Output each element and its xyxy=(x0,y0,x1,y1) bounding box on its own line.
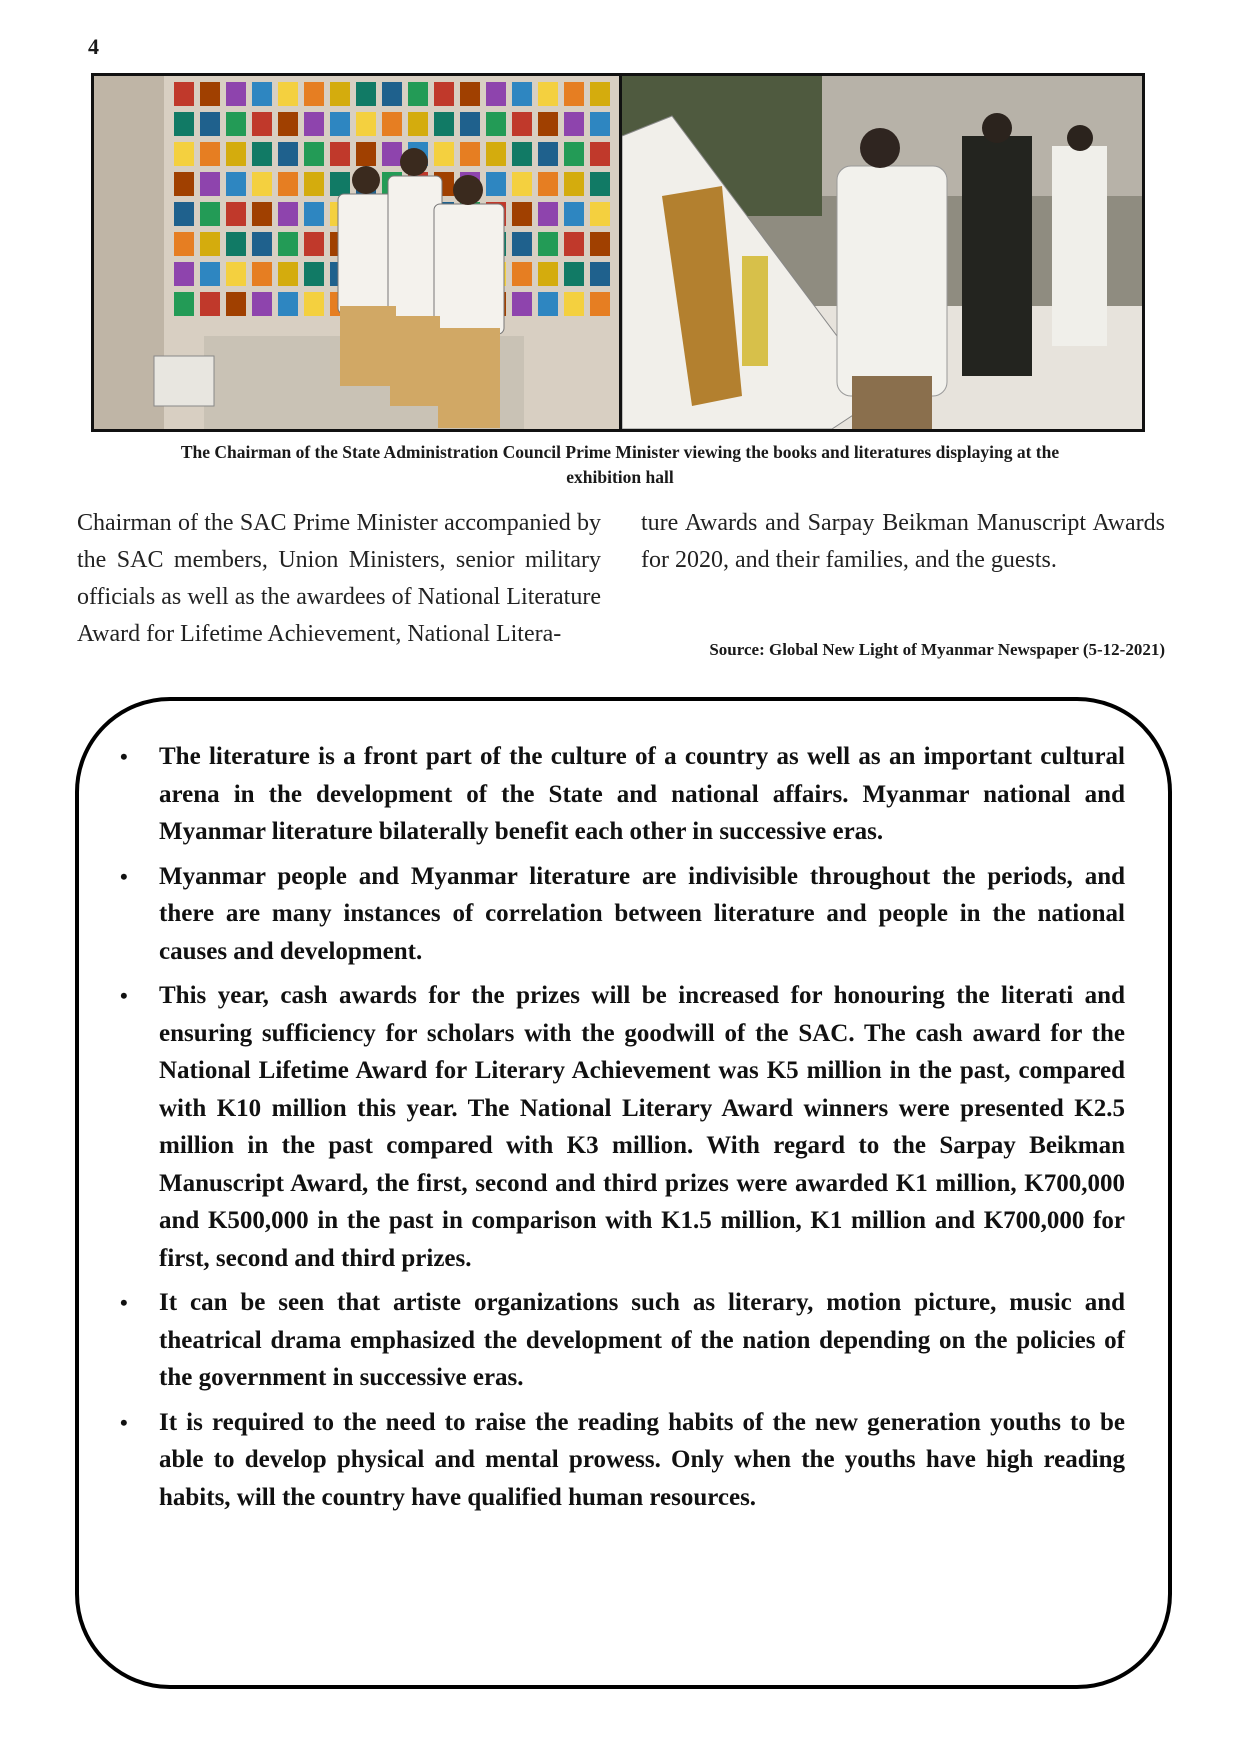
book-cover xyxy=(538,262,558,286)
book-cover xyxy=(226,292,246,316)
book-cover xyxy=(512,202,532,226)
book-cover xyxy=(512,142,532,166)
book-cover xyxy=(330,142,350,166)
book-cover xyxy=(278,142,298,166)
book-cover xyxy=(226,112,246,136)
book-cover xyxy=(278,202,298,226)
book-cover xyxy=(174,292,194,316)
book-cover xyxy=(304,202,324,226)
book-cover xyxy=(408,82,428,106)
book-cover xyxy=(252,142,272,166)
book-cover xyxy=(512,262,532,286)
book-cover xyxy=(590,202,610,226)
book-cover xyxy=(382,112,402,136)
book-cover xyxy=(226,202,246,226)
book-cover xyxy=(538,82,558,106)
article-right-column: ture Awards and Sarpay Beikman Manuscript Awards for 2020, and their families, and the guests. xyxy=(641,510,1165,573)
book-cover xyxy=(252,82,272,106)
book-cover xyxy=(304,292,324,316)
book-cover xyxy=(512,82,532,106)
book-cover xyxy=(382,82,402,106)
book-cover xyxy=(564,262,584,286)
book-cover xyxy=(564,112,584,136)
book-cover xyxy=(590,232,610,256)
list-item xyxy=(120,1284,1125,1397)
book-shelf-illustration xyxy=(94,76,619,429)
book-cover xyxy=(538,202,558,226)
book-cover xyxy=(304,262,324,286)
book-cover xyxy=(252,112,272,136)
book-cover xyxy=(434,82,454,106)
photo-frame xyxy=(91,73,1145,432)
book-cover xyxy=(460,142,480,166)
book-cover xyxy=(356,142,376,166)
book-cover xyxy=(486,112,506,136)
caption-line-1: The Chairman of the State Administration Council Prime Minister viewing the books and literatures displaying at the xyxy=(180,442,1060,462)
page-number: 4 xyxy=(88,34,99,59)
book-cover xyxy=(174,142,194,166)
bullet-icon: • xyxy=(120,1409,128,1435)
photo-caption xyxy=(80,440,1160,490)
book-cover xyxy=(174,262,194,286)
book-cover xyxy=(356,82,376,106)
book-cover xyxy=(278,232,298,256)
book-cover xyxy=(200,112,220,136)
book-cover xyxy=(538,112,558,136)
book-cover xyxy=(460,82,480,106)
list-item-text: This year, cash awards for the prizes will be increased for honouring the literati and ensuring sufficiency for scholars with the goodwill of the SAC. The cash award for the National Lifetime Award for Literary Achievement was K5 million in the past, compared with K10 million this year. The National Literary Award winners were presented K2.5 million in the past compared with K3 million. With regard to the Sarpay Beikman Manuscript Award, the first, second and third prizes were awarded K1 million, K700,000 and K500,000 in the past in comparison with K1.5 million, K1 million and K700,000 for first, second and third prizes. xyxy=(159,982,1125,1272)
book-cover xyxy=(174,202,194,226)
book-cover xyxy=(200,202,220,226)
book-cover xyxy=(226,172,246,196)
book-cover xyxy=(304,232,324,256)
book-cover xyxy=(226,262,246,286)
book-cover xyxy=(174,232,194,256)
book-cover xyxy=(512,232,532,256)
book-cover xyxy=(200,292,220,316)
book-cover xyxy=(460,112,480,136)
article-left-column: Chairman of the SAC Prime Minister accompanied by the SAC members, Union Ministers, senior military officials as well as the awardees of National Literature Award for Lifetime Achievement, National Litera- xyxy=(77,510,601,647)
bullet-icon: • xyxy=(120,1290,128,1315)
book-cover xyxy=(538,142,558,166)
book-cover xyxy=(486,142,506,166)
highlights-list xyxy=(120,738,1125,1523)
book-cover xyxy=(200,142,220,166)
book-cover xyxy=(252,292,272,316)
book-cover xyxy=(382,142,402,166)
list-item-text: It can be seen that artiste organizations such as literary, motion picture, music and theatrical drama emphasized the development of the nation depending on the policies of the government in successive eras. xyxy=(159,1289,1125,1391)
exhibition-hall-illustration xyxy=(622,76,1142,429)
book-cover xyxy=(330,82,350,106)
book-cover xyxy=(252,202,272,226)
book-cover xyxy=(356,112,376,136)
book-cover xyxy=(512,172,532,196)
book-cover xyxy=(590,172,610,196)
list-item-text: It is required to the need to raise the reading habits of the new generation youths to be able to develop physical and mental prowess. Only when the youths have high reading habits, will the country have qualified human resources. xyxy=(159,1408,1125,1511)
list-item-text: The literature is a front part of the culture of a country as well as an important cultural arena in the development of the State and national affairs. Myanmar national and Myanmar literature bilaterally benefit each other in successive eras. xyxy=(159,743,1125,845)
list-item xyxy=(120,977,1125,1277)
book-cover xyxy=(304,82,324,106)
book-cover xyxy=(226,142,246,166)
book-cover xyxy=(564,232,584,256)
list-item xyxy=(120,1404,1125,1517)
book-cover xyxy=(564,82,584,106)
book-cover xyxy=(538,232,558,256)
book-cover xyxy=(278,172,298,196)
book-cover xyxy=(278,262,298,286)
bullet-icon: • xyxy=(120,983,128,1008)
book-cover xyxy=(278,292,298,316)
book-cover xyxy=(226,232,246,256)
book-cover xyxy=(174,112,194,136)
book-cover xyxy=(538,172,558,196)
book-cover xyxy=(564,202,584,226)
list-item xyxy=(120,858,1125,971)
book-cover xyxy=(252,232,272,256)
book-cover xyxy=(590,112,610,136)
book-cover xyxy=(226,82,246,106)
bullet-icon: • xyxy=(120,863,128,889)
book-cover xyxy=(408,112,428,136)
book-cover xyxy=(252,172,272,196)
book-cover xyxy=(590,292,610,316)
book-cover xyxy=(512,292,532,316)
list-item xyxy=(120,738,1125,851)
book-cover xyxy=(200,232,220,256)
book-cover xyxy=(174,82,194,106)
bullet-icon: • xyxy=(120,744,128,769)
book-cover xyxy=(304,142,324,166)
book-cover xyxy=(174,172,194,196)
photo-book-exhibition xyxy=(94,76,619,429)
book-cover xyxy=(486,172,506,196)
photo-chairman-viewing xyxy=(622,76,1142,429)
book-cover xyxy=(590,262,610,286)
book-cover xyxy=(200,82,220,106)
book-cover xyxy=(304,172,324,196)
book-cover xyxy=(252,262,272,286)
book-cover xyxy=(512,112,532,136)
book-cover xyxy=(434,112,454,136)
book-cover xyxy=(564,292,584,316)
book-cover xyxy=(278,82,298,106)
book-cover xyxy=(304,112,324,136)
book-cover xyxy=(590,82,610,106)
caption-line-2: exhibition hall xyxy=(566,467,674,487)
book-cover xyxy=(434,142,454,166)
book-cover xyxy=(330,172,350,196)
book-cover xyxy=(486,82,506,106)
source-citation: Source: Global New Light of Myanmar Newspaper (5-12-2021) xyxy=(709,640,1165,659)
book-cover xyxy=(200,172,220,196)
book-cover xyxy=(278,112,298,136)
book-cover xyxy=(590,142,610,166)
book-cover xyxy=(564,142,584,166)
book-cover xyxy=(200,262,220,286)
book-cover xyxy=(538,292,558,316)
list-item-text: Myanmar people and Myanmar literature are indivisible throughout the periods, and there are many instances of correlation between literature and people in the national causes and development. xyxy=(159,862,1125,965)
book-cover xyxy=(564,172,584,196)
book-cover xyxy=(330,112,350,136)
